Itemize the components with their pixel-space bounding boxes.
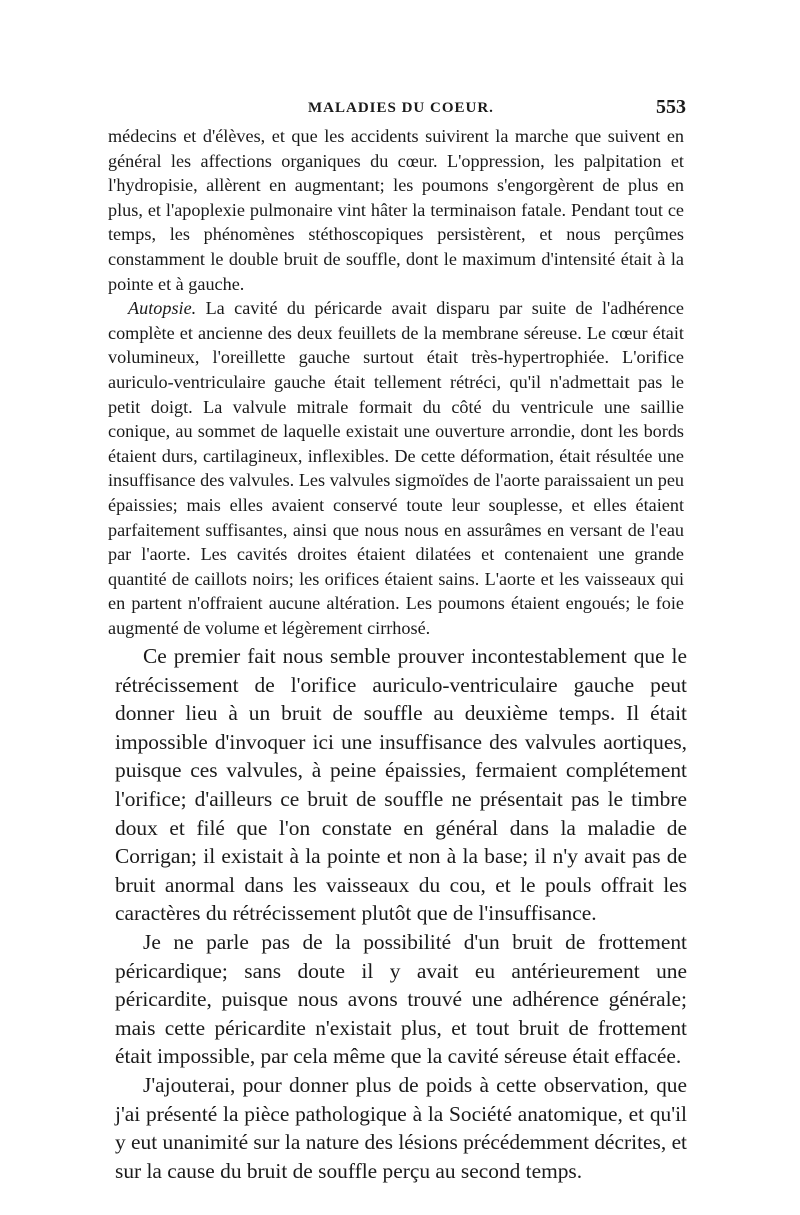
commentary-paragraph-1: Ce premier fait nous semble prouver incontestablement que le rétrécissement de l'orifice auriculo-ventriculaire gauche peut donner lieu à un bruit de souffle au deuxième temps. Il était impossible d'invoquer ici une insuffisance des valvules aortiques, puisque ces valvules, à peine épaissies, fermaient complétement l'orifice; d'ailleurs ce bruit de souffle ne présentait pas le timbre doux et filé que l'on constate en général dans la maladie de Corrigan; il existait à la pointe et non à la base; il n'y avait pas de bruit anormal dans les vaisseaux du cou, et le pouls offrait les caractères du rétrécissement plutôt que de l'insuffisance. <box>115 644 687 926</box>
running-title: MALADIES DU COEUR. <box>308 100 494 116</box>
case-report-text <box>108 124 684 640</box>
commentary-text <box>115 642 687 1185</box>
commentary-paragraph-2: Je ne parle pas de la possibilité d'un bruit de frottement péricardique; sans doute il y avait eu antérieurement une péricardite, puisque nous avons trouvé une adhérence générale; mais cette péricardite n'existait plus, et tout bruit de frottement était impossible, par cela même que la cavité séreuse était effacée. <box>115 929 687 1069</box>
commentary-paragraph-3: J'ajouterai, pour donner plus de poids à cette observation, que j'ai présenté la pièce pathologique à la Société anatomique, et qu'il y eut unanimité sur la nature des lésions précédemment décrites, et sur la cause du bruit de souffle perçu au second temps. <box>115 1072 688 1183</box>
case-paragraph-1: médecins et d'élèves, et que les accidents suivirent la marche que suivent en général les affections organiques du cœur. L'oppression, les palpitation et l'hydropisie, allèrent en augmentant; les poumons s'engorgèrent de plus en plus, et l'apoplexie pulmonaire vint hâter la terminaison fatale. Pendant tout ce temps, les phénomènes stéthoscopiques persistèrent, et nous perçûmes constamment le double bruit de souffle, dont le maximum d'intensité était à la pointe et à gauche. <box>108 126 684 294</box>
page-header <box>108 96 688 122</box>
autopsy-paragraph <box>108 296 684 640</box>
autopsy-text: La cavité du péricarde avait disparu par suite de l'adhérence complète et ancienne des deux feuillets de la membrane séreuse. Le cœur était volumineux, l'oreillette gauche surtout était très-hypertrophiée. L'orifice auriculo-ventriculaire gauche était tellement rétréci, qu'il n'admettait pas le petit doigt. La valvule mitrale formait du côté du ventricule une saillie conique, au sommet de laquelle existait une ouverture arrondie, dont les bords étaient durs, cartilagineux, inflexibles. De cette déformation, était résultée une insuffisance des valvules. Les valvules sigmoïdes de l'aorte paraissaient un peu épaissies; mais elles avaient conservé toute leur souplesse, et elles étaient parfaitement suffisantes, ainsi que nous nous en assurâmes en versant de l'eau par l'aorte. Les cavités droites étaient dilatées et contenaient une grande quantité de caillots noirs; les orifices étaient sains. L'aorte et les vaisseaux qui en partent n'offraient aucune altération. Les poumons étaient engoués; le foie augmenté de volume et légèrement cirrhosé. <box>108 298 684 638</box>
page-number: 553 <box>656 96 686 118</box>
autopsy-label: Autopsie. <box>128 298 197 319</box>
